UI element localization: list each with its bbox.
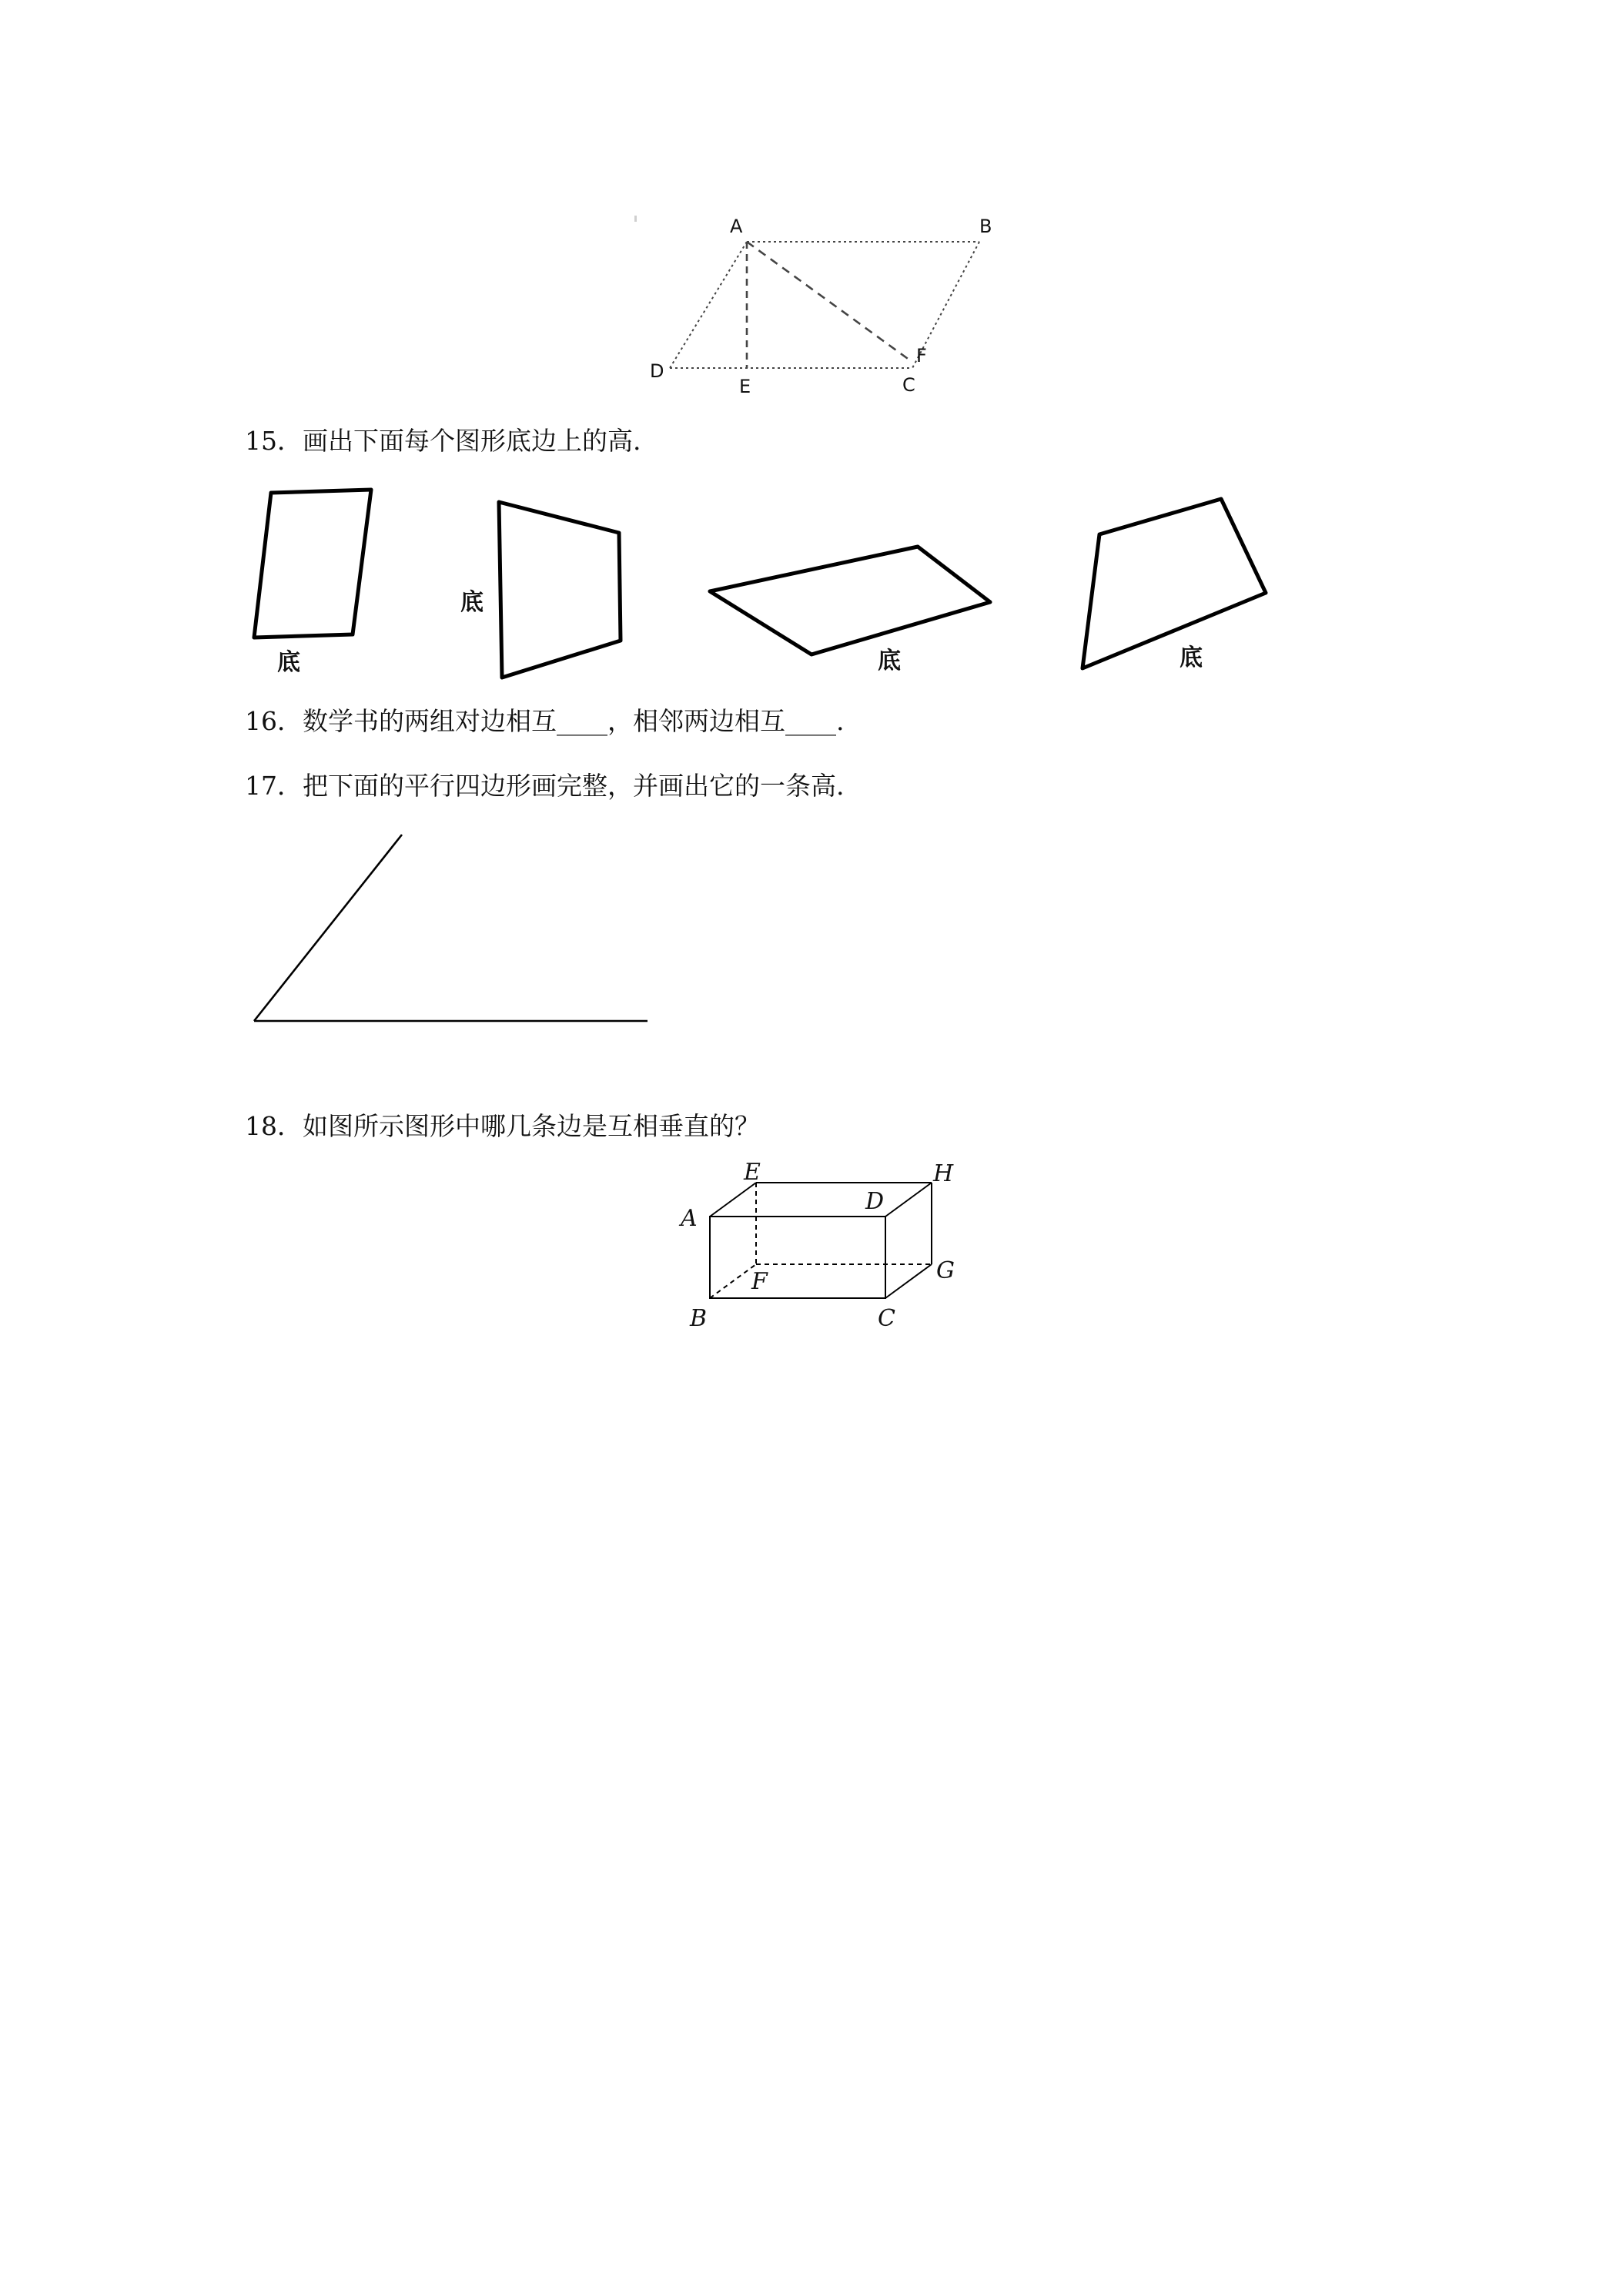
scan-mark [634,216,637,222]
label-d: D [650,360,664,382]
label-b: B [690,1305,708,1332]
slanted-side [254,835,402,1021]
edge-ad [670,242,747,368]
label-b: B [979,216,992,237]
q17-incomplete-parallelogram-figure [231,816,662,1039]
label-c: C [878,1305,895,1332]
label-g: G [936,1257,955,1284]
label-e: E [744,1159,761,1186]
shape-4-quadrilateral [1083,499,1266,668]
height-af [747,242,910,360]
label-d: D [865,1188,885,1215]
shape-3-parallelogram [710,547,990,654]
shape-1-base-label: 底 [277,649,300,676]
q18-cuboid-figure [670,1155,962,1340]
edge-cg [885,1264,932,1298]
edge-dh [885,1183,932,1217]
shape-1-parallelogram [254,490,371,638]
label-f: F [751,1268,768,1295]
shape-2-trapezoid [499,502,621,678]
question-15-text: 15．画出下面每个图形底边上的高. [245,426,641,456]
shape-3-base-label: 底 [878,648,901,674]
front-face [710,1217,885,1298]
label-a: A [730,216,743,237]
question-18-text: 18．如图所示图形中哪几条边是互相垂直的？ [245,1111,760,1141]
edge-ae [710,1183,756,1217]
hidden-edge-bf [710,1264,756,1298]
label-e: E [739,376,751,397]
label-a: A [681,1205,698,1232]
shape-4-base-label: 底 [1180,644,1203,671]
label-h: H [933,1160,954,1187]
label-c: C [902,374,915,396]
label-f: F [916,345,927,366]
question-17-text: 17．把下面的平行四边形画完整，并画出它的一条高. [245,771,845,801]
question-16-text: 16．数学书的两组对边相互____，相邻两边相互____. [245,706,845,736]
shape-2-base-label: 底 [460,589,484,616]
q15-shapes-figure [231,477,1293,685]
parallelogram-abcd-figure [631,208,1001,408]
